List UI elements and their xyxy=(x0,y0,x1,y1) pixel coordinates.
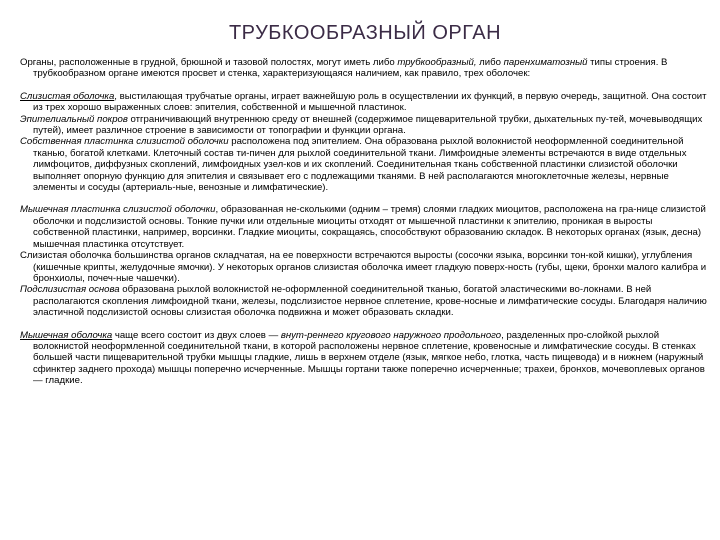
muscularis-paragraph xyxy=(20,330,708,387)
epithelium-text: отграничивающий внутреннюю среду от внешней (содержимое пищеварительной трубки, дыхательных пу-тей, мочевыводящих путей), имеет различное строение в зависимости от топографии и функции органа. xyxy=(33,113,703,137)
spacer xyxy=(20,319,708,330)
submucosa-text: образована рыхлой волокнистой не-оформленной соединительной тканью, богатой эластическими во-локнами. В ней располагаются скопления лимфоидной ткани, железы, подслизистое нервное сплетение, крове-носные и лимфатические сосуды. Благодаря наличию эластичной подслизистой основы слизистая оболочка подвижна и может образовать складки. xyxy=(33,284,707,319)
epithelium-paragraph xyxy=(20,114,708,137)
muscularis-text-1: чаще всего состоит из двух слоев — xyxy=(112,329,281,341)
mucosa-paragraph xyxy=(20,91,708,114)
intro-term-tubular: трубкообразный, xyxy=(397,57,477,68)
intro-term-parenchymal: паренхиматозный xyxy=(503,57,588,68)
spacer xyxy=(20,80,708,91)
submucosa-term: Подслизистая основа xyxy=(20,284,120,296)
muscularis-text-2: , разделенных про-слойкой рыхлой волокнистой неоформленной соединительной ткани, в которой расположены нервное сплетение, кровеносные и лимфатические сосуды. В стенках большей части пищеварительной трубки мышцы гладкие, лишь в верхнем отделе (язык, мягкое небо, глотка, часть пищевода) и в нижнем (наружный сфинктер заднего прохода) мышцы поперечно исчерченные. Мышцы гортани также поперечно исчерченные; трахеи, бронхов, мочевоплевых органов — гладкие. xyxy=(33,329,705,387)
folds-paragraph: Слизистая оболочка большинства органов складчатая, на ее поверхности встречаются выросты (сосочки языка, ворсинки тон-кой кишки), углубления (кишечные крипты, желудочные ямочки). У некоторых органов слизистая оболочка имеет гладкую поверх-ность (губы, щеки, бронхи малого калибра и бронхиолы, почеч-ные чашечки). xyxy=(20,250,707,284)
muscularis-term: Мышечная оболочка xyxy=(20,329,113,341)
intro-text-2: либо xyxy=(476,57,504,68)
mucosa-term: Слизистая оболочка xyxy=(20,90,115,102)
page-title: ТРУБКООБРАЗНЫЙ ОРГАН xyxy=(228,22,502,44)
submucosa-paragraph xyxy=(20,284,708,318)
lamina-propria-text: расположена под эпителием. Она образована рыхлой волокнистой неоформленной соединительной тканью, богатой клетками. Клеточный состав ти-пичен для рыхлой соединительной ткани. Лимфоидные элементы встречаются в виде отдельных лимфоцитов, диффузных скоплений, лимфоидных узел-ков и их скоплений. Соединительная ткань собственной пластинки слизистой оболочки выполняет опорную функцию для эпителия и связывает его с подлежащими тканями. В ней располагаются многоклеточные железы, нервные элементы и сосуды (артериаль-ные, венозные и лимфатические). xyxy=(33,136,687,194)
muscularis-mucosae-text: , образованная не-сколькими (одним – тремя) слоями гладких миоцитов, расположена на гра-нице слизистой оболочки и подслизистой основы. Тонкие пучки или отдельные миоциты отходят от мышечной пластинки к эпителию, проникая в выросты собственной пластинки, например, ворсинки. Гладкие миоциты, сокращаясь, способствуют образованию складок. В некоторых органах (язык, десна) мышечная пластинка отсутствует. xyxy=(33,204,706,250)
lamina-propria-paragraph xyxy=(20,136,708,193)
slide-body xyxy=(20,57,708,387)
intro-text-3: типы строения. В трубкообразном органе имеются просвет и стенка, характеризующаяся наличием, как правило, трех оболочек: xyxy=(33,57,668,80)
muscularis-mucosae-term: Мышечная пластинка слизистой оболочки xyxy=(20,204,216,216)
epithelium-term: Эпителиальный покров xyxy=(20,113,128,125)
muscularis-mucosae-paragraph xyxy=(20,204,708,250)
lamina-propria-term: Собственная пластинка слизистой оболочки xyxy=(20,136,229,148)
intro-text-1: Органы, расположенные в грудной, брюшной и тазовой полостях, могут иметь либо xyxy=(20,57,398,68)
spacer xyxy=(20,193,708,204)
muscularis-layers-term: внут-реннего кругового наружного продольного xyxy=(280,329,502,341)
mucosa-text: , выстилающая трубчатые органы, играет важнейшую роль в осуществлении их функций, в первую очередь, защитной. Она состоит из трех хорошо выраженных слоев: эпителия, собственной и мышечной пластинок. xyxy=(33,90,707,114)
intro-paragraph xyxy=(20,57,708,80)
